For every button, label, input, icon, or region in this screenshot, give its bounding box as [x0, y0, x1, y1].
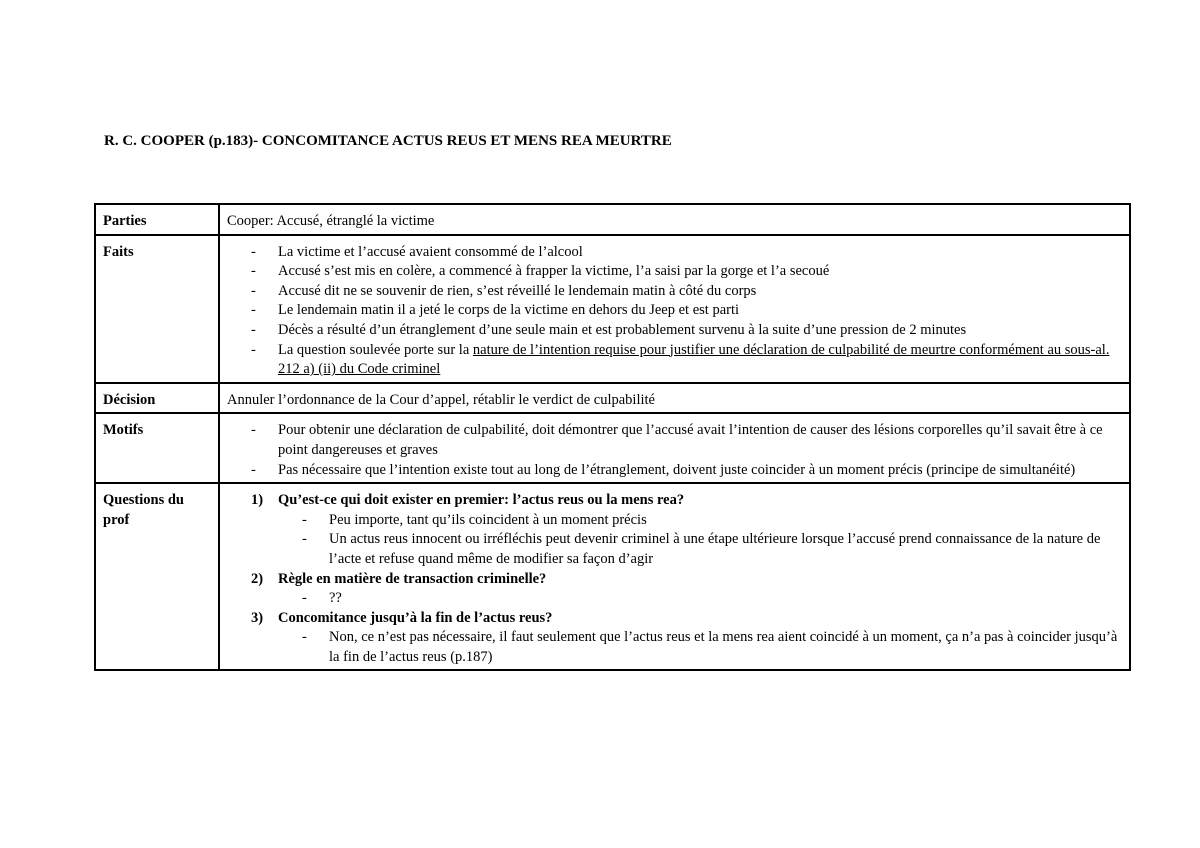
questions-list — [227, 491, 1122, 667]
list-item: - Pour obtenir une déclaration de culpabilité, doit démontrer que l’accusé avait l’intention de causer des lésions corporelles qu’il savait être à ce point dangereuses et graves — [251, 421, 1122, 460]
list-item: - Accusé dit ne se souvenir de rien, s’est réveillé le lendemain matin à côté du corps — [251, 282, 1122, 302]
row-faits — [95, 235, 1130, 383]
question-text: Qu’est-ce qui doit exister en premier: l’actus reus ou la mens rea? — [278, 492, 685, 509]
question-item — [251, 570, 1122, 609]
list-item: - Décès a résulté d’un étranglement d’une seule main et est probablement survenu à la suite d’une pression de 2 minutes — [251, 321, 1122, 341]
answer-list — [251, 628, 1122, 667]
list-item: - Le lendemain matin il a jeté le corps de la victime en dehors du Jeep et est parti — [251, 301, 1122, 321]
question-prefix: La question soulevée porte sur la — [278, 341, 473, 358]
list-item: - Pas nécessaire que l’intention existe tout au long de l’étranglement, doivent juste coincider à un moment précis (principe de simultanéité) — [251, 461, 1122, 481]
answer-item: - Peu importe, tant qu’ils coincident à un moment précis — [302, 511, 1122, 531]
answer-item: - Un actus reus innocent ou irréfléchis peut devenir criminel à une étape ultérieure lorsque l’accusé prend connaissance de la nature de l’acte et refuse quand même de modifier sa façon d’agir — [302, 530, 1122, 569]
row-label-decision: Décision — [95, 383, 219, 414]
list-item — [251, 341, 1122, 380]
question-item — [251, 609, 1122, 668]
case-brief-table — [94, 203, 1131, 671]
list-item: - La victime et l’accusé avaient consommé de l’alcool — [251, 243, 1122, 263]
row-questions — [95, 483, 1130, 670]
page-title: R. C. COOPER (p.183)- CONCOMITANCE ACTUS REUS ET MENS REA MEURTRE — [104, 133, 672, 149]
list-item: - Accusé s’est mis en colère, a commencé à frapper la victime, l’a saisi par la gorge et l’a secoué — [251, 262, 1122, 282]
question-number: 1) — [251, 492, 264, 509]
faits-list — [227, 243, 1122, 380]
row-label-parties: Parties — [95, 204, 219, 235]
answer-list — [251, 511, 1122, 570]
question-heading — [251, 491, 1122, 511]
underlined-issue: nature de l’intention requise pour justifier une déclaration de culpabilité de meurtre conformément au sous-al. 212 a) (ii) du Code criminel — [278, 341, 1110, 378]
question-heading — [251, 609, 1122, 629]
answer-item: - ?? — [302, 589, 1122, 609]
motifs-content — [219, 413, 1130, 483]
motifs-list — [227, 421, 1122, 480]
row-decision — [95, 383, 1130, 414]
answer-list — [251, 589, 1122, 609]
parties-text: Cooper: Accusé, étranglé la victime — [219, 204, 1130, 235]
questions-content — [219, 483, 1130, 670]
row-motifs — [95, 413, 1130, 483]
decision-text: Annuler l’ordonnance de la Cour d’appel, rétablir le verdict de culpabilité — [219, 383, 1130, 414]
row-parties — [95, 204, 1130, 235]
row-label-faits: Faits — [95, 235, 219, 383]
question-item — [251, 491, 1122, 569]
question-number: 2) — [251, 570, 264, 587]
question-text: Règle en matière de transaction criminelle? — [278, 570, 547, 587]
question-heading — [251, 570, 1122, 590]
faits-content — [219, 235, 1130, 383]
question-number: 3) — [251, 609, 264, 626]
answer-item: - Non, ce n’est pas nécessaire, il faut seulement que l’actus reus et la mens rea aient coincidé à un moment, ça n’a pas à coincider jusqu’à la fin de l’actus reus (p.187) — [302, 628, 1122, 667]
row-label-motifs: Motifs — [95, 413, 219, 483]
question-text: Concomitance jusqu’à la fin de l’actus reus? — [278, 609, 553, 626]
row-label-questions: Questions du prof — [95, 483, 219, 670]
